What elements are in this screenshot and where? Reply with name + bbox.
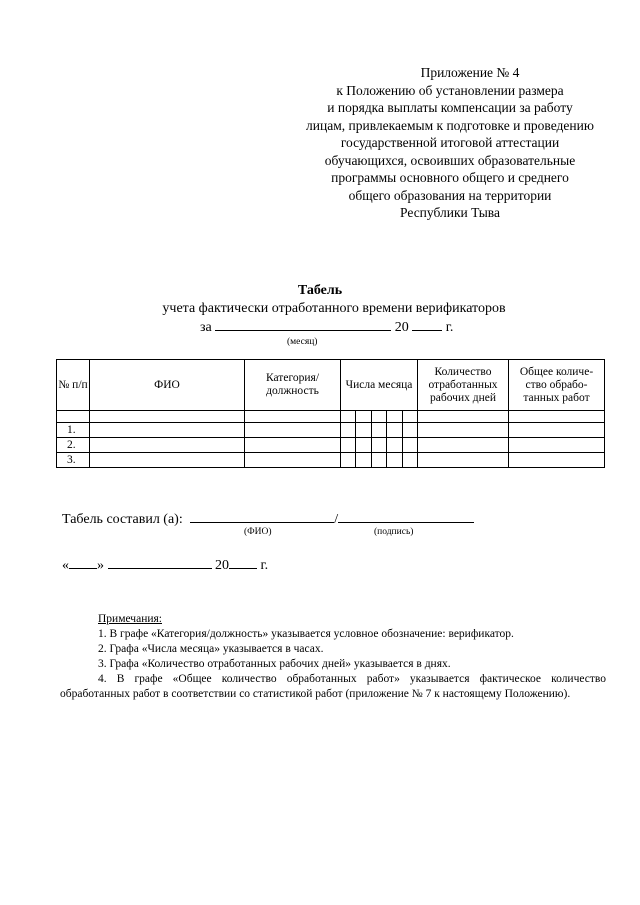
notes-heading: Примечания:	[98, 613, 162, 625]
header-num: № п/п	[57, 360, 90, 411]
annex-line: государственной итоговой аттестации	[340, 135, 560, 150]
note-item: 2. Графа «Числа месяца» указывается в часах.	[98, 643, 324, 655]
date-year-blank[interactable]	[229, 556, 257, 569]
header-fio: ФИО	[90, 360, 245, 411]
header-category: Категория/ должность	[245, 360, 341, 411]
annex-line: Приложение № 4	[420, 65, 520, 80]
signature-separator: /	[334, 512, 339, 527]
annex-line: общего образования на территории	[348, 187, 552, 203]
period-line	[200, 318, 453, 336]
table-row	[57, 411, 605, 423]
period-suffix: г.	[445, 320, 454, 335]
header-worked-days: Количество отработанных рабочих дней	[418, 360, 509, 411]
month-blank[interactable]	[215, 318, 391, 331]
date-open-quote: «	[62, 558, 69, 573]
fio-blank[interactable]	[190, 510, 334, 523]
period-year: 20	[394, 320, 409, 335]
annex-line: Республики Тыва	[400, 205, 500, 220]
table-row	[57, 438, 605, 453]
sign-caption: (подпись)	[374, 527, 414, 537]
period-prefix: за	[200, 320, 212, 335]
date-close-quote: »	[97, 558, 104, 573]
row-number: 1.	[57, 423, 90, 438]
note-item: 4. В графе «Общее количество обработанных работ» указывается фактическое количество обработанных работ в соответствии со статистикой работ (приложение № 7 к настоящему Положению).	[60, 673, 606, 700]
date-suffix: г.	[260, 558, 269, 573]
day-blank[interactable]	[69, 556, 97, 569]
notes	[60, 612, 606, 702]
annex-line: обучающихся, освоивших образовательные	[324, 152, 576, 168]
annex-line: программы основного общего и среднего	[331, 170, 569, 185]
row-number: 3.	[57, 453, 90, 468]
annex-header	[270, 64, 630, 222]
annex-line: лицам, привлекаемым к подготовке и проведению	[306, 117, 594, 133]
row-number: 2.	[57, 438, 90, 453]
table-row	[57, 423, 605, 438]
note-item: 3. Графа «Количество отработанных рабочих дней» указывается в днях.	[98, 658, 451, 670]
fio-caption: (ФИО)	[244, 527, 272, 537]
table-row	[57, 453, 605, 468]
sign-blank[interactable]	[338, 510, 474, 523]
document-title: Табель	[297, 283, 343, 298]
timesheet-table	[56, 359, 605, 468]
signature-line	[62, 510, 474, 528]
date-month-blank[interactable]	[108, 556, 212, 569]
header-days: Числа месяца	[341, 360, 418, 411]
year-blank[interactable]	[412, 318, 442, 331]
date-line	[62, 556, 268, 574]
document-subtitle: учета фактически отработанного времени верификаторов	[162, 301, 506, 316]
month-caption: (месяц)	[287, 337, 318, 347]
signature-label: Табель составил (а):	[62, 512, 183, 527]
header-works-total: Общее количе- ство обрабо- танных работ	[509, 360, 605, 411]
annex-line: и порядка выплаты компенсации за работу	[327, 100, 573, 115]
annex-line: к Положению об установлении размера	[336, 82, 564, 98]
date-year: 20	[215, 558, 229, 573]
note-item: 1. В графе «Категория/должность» указывается условное обозначение: верификатор.	[98, 628, 514, 640]
